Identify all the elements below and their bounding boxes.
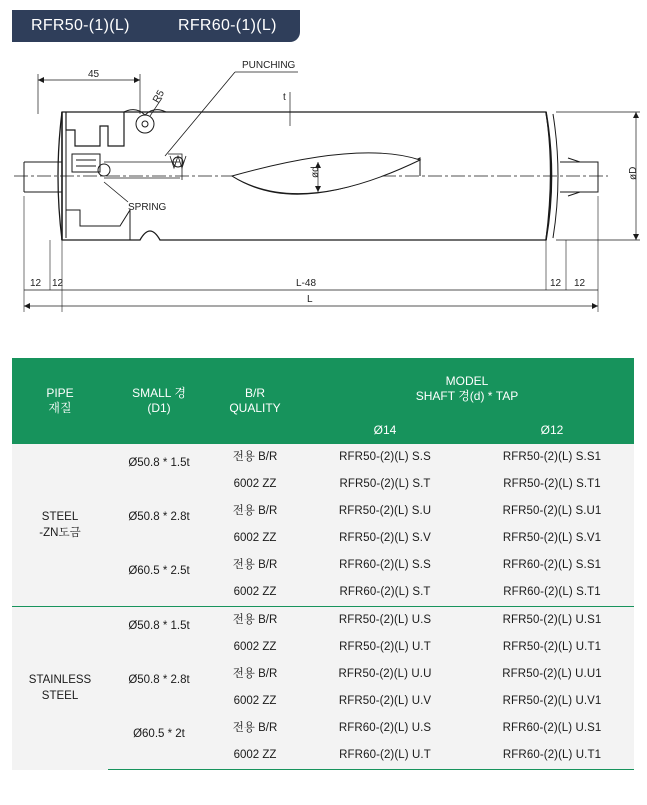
- model14-cell: RFR50-(2)(L) U.U: [338, 668, 432, 680]
- material-cell: STEEL -ZN도금: [39, 511, 81, 539]
- dim-t: t: [283, 92, 286, 103]
- br-cell: 전용 B/R: [232, 722, 278, 734]
- model12-cell: RFR50-(2)(L) U.V1: [502, 695, 602, 707]
- shaft-right: [560, 162, 598, 192]
- size-cell: Ø60.5 * 2t: [133, 728, 185, 740]
- model12-cell: RFR50-(2)(L) U.T1: [502, 641, 602, 653]
- br-cell: 6002 ZZ: [233, 532, 277, 544]
- model14-cell: RFR50-(2)(L) S.V: [339, 532, 431, 544]
- model12-cell: RFR50-(2)(L) S.U1: [502, 505, 602, 517]
- size-cell: Ø50.8 * 1.5t: [128, 457, 190, 469]
- size-cell: [108, 634, 210, 661]
- size-cell: Ø50.8 * 1.5t: [128, 620, 190, 632]
- model12-cell: RFR50-(2)(L) S.T1: [503, 478, 601, 490]
- model12-cell: RFR60-(2)(L) S.S1: [502, 559, 602, 571]
- label-punching: PUNCHING: [242, 60, 296, 71]
- model12-cell: RFR50-(2)(L) S.S1: [502, 451, 602, 463]
- dim-D: øD: [628, 166, 639, 180]
- model12-cell: RFR50-(2)(L) U.U1: [502, 668, 602, 680]
- dim-45: 45: [88, 69, 100, 80]
- title-bar: [12, 10, 300, 42]
- model12-cell: RFR50-(2)(L) S.V1: [502, 532, 602, 544]
- title-left: RFR50-(1)(L): [31, 17, 130, 34]
- model12-cell: RFR60-(2)(L) S.T1: [503, 586, 601, 598]
- model14-cell: RFR50-(2)(L) S.T: [339, 478, 431, 490]
- size-cell: [108, 471, 210, 498]
- size-cell: Ø50.8 * 2.8t: [128, 674, 190, 686]
- bearing-housing: [66, 112, 124, 146]
- br-cell: 6002 ZZ: [233, 478, 277, 490]
- size-cell: [108, 579, 210, 607]
- group-steel: [12, 444, 634, 607]
- model12-cell: RFR60-(2)(L) U.T1: [470, 742, 634, 770]
- shaft-left: [24, 162, 62, 192]
- group-stainless: [12, 607, 634, 770]
- material-cell: STAINLESS STEEL: [28, 674, 92, 703]
- header-model: MODEL SHAFT 경(d) * TAP: [300, 358, 634, 416]
- punching-hole: [136, 115, 154, 133]
- dim-12-d: 12: [574, 278, 586, 289]
- br-cell: 전용 B/R: [232, 559, 278, 571]
- size-cell: [108, 688, 210, 715]
- br-cell: 6002 ZZ: [233, 641, 277, 653]
- dim-L: L: [307, 294, 313, 305]
- header-br: B/R QUALITY: [210, 358, 300, 444]
- roller-drawing: [0, 50, 647, 325]
- dim-12-c: 12: [550, 278, 562, 289]
- br-cell: 전용 B/R: [232, 668, 278, 680]
- size-cell: Ø50.8 * 2.8t: [128, 511, 190, 523]
- dim-12-b: 12: [52, 278, 64, 289]
- model14-cell: RFR50-(2)(L) U.S: [338, 614, 432, 626]
- table-row: [12, 444, 634, 471]
- model14-cell: RFR60-(2)(L) S.T: [339, 586, 431, 598]
- title-right: RFR60-(1)(L): [178, 17, 277, 34]
- model12-cell: RFR60-(2)(L) U.S1: [502, 722, 602, 734]
- table-row: [12, 607, 634, 634]
- header-col12: Ø12: [470, 416, 634, 444]
- dim-l48: L-48: [296, 278, 317, 289]
- model14-cell: RFR60-(2)(L) U.S: [338, 722, 432, 734]
- size-cell: [108, 525, 210, 552]
- model14-cell: RFR50-(2)(L) S.U: [338, 505, 432, 517]
- model14-cell: RFR50-(2)(L) S.S: [339, 451, 431, 463]
- model14-cell: RFR50-(2)(L) U.T: [339, 641, 431, 653]
- br-cell: 6002 ZZ: [210, 742, 300, 770]
- br-cell: 전용 B/R: [232, 451, 278, 463]
- model14-cell: RFR60-(2)(L) U.T: [300, 742, 470, 770]
- dim-d: ød: [310, 166, 321, 178]
- dim-r5: R5: [151, 88, 167, 105]
- model14-cell: RFR60-(2)(L) S.S: [339, 559, 431, 571]
- br-cell: 전용 B/R: [232, 614, 278, 626]
- size-cell: [108, 742, 210, 770]
- label-spring: SPRING: [128, 202, 167, 213]
- spec-table: [12, 358, 634, 770]
- model12-cell: RFR50-(2)(L) U.S1: [502, 614, 602, 626]
- br-cell: 6002 ZZ: [233, 695, 277, 707]
- header-col14: Ø14: [300, 416, 470, 444]
- size-cell: Ø60.5 * 2.5t: [128, 565, 190, 577]
- header-pipe: PIPE 재질: [12, 358, 108, 444]
- br-cell: 6002 ZZ: [233, 586, 277, 598]
- br-cell: 전용 B/R: [232, 505, 278, 517]
- model14-cell: RFR50-(2)(L) U.V: [338, 695, 432, 707]
- header-small: SMALL 경 (D1): [108, 358, 210, 444]
- dim-12-a: 12: [30, 278, 42, 289]
